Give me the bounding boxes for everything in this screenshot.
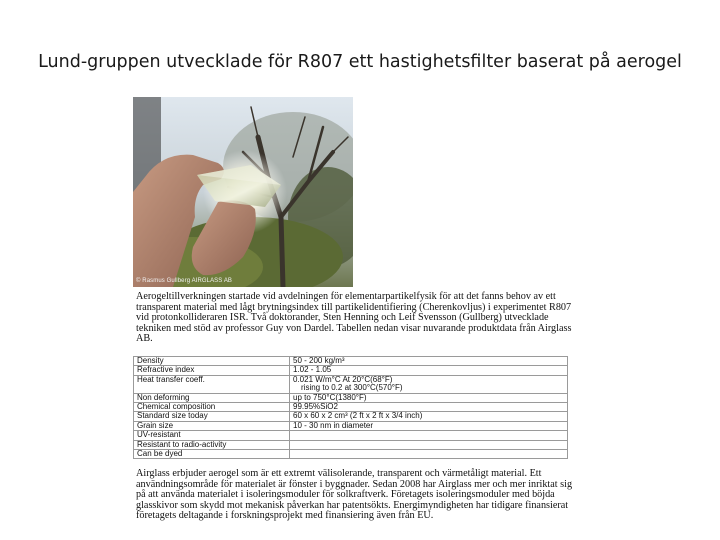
property-value: 50 - 200 kg/m³ [290,357,568,366]
property-name: Non deforming [134,393,290,402]
table-row [134,357,568,366]
property-name: Heat transfer coeff. [134,375,290,393]
aerogel-photo-illustration [133,97,353,287]
property-value-line: 0.021 W/m°C At 20°C(68°F) [293,374,393,384]
property-name: Can be dyed [134,450,290,459]
property-value [290,431,568,440]
aerogel-photo [133,97,353,287]
property-value-line: rising to 0.2 at 300°C(570°F) [301,383,403,393]
property-value: up to 750°C(1380°F) [290,393,568,402]
table-row [134,375,568,393]
property-value: 1.02 - 1.05 [290,366,568,375]
property-name: Resistant to radio-activity [134,440,290,449]
properties-table [133,356,568,459]
slide-title: Lund-gruppen utvecklade för R807 ett hastighetsfilter baserat på aerogel [38,52,682,72]
photo-credit: © Rasmus Gullberg AIRGLASS AB [136,278,233,284]
property-name: Grain size [134,421,290,430]
intro-paragraph: Aerogeltillverkningen startade vid avdelningen för elementarpartikelfysik för att det fanns behov av ett transparent material med lågt brytningsindex till partikelidentifiering (Cherenkovljus) i experimentet R807 vid protonkollideraren ISR. Två doktorander, Sten Henning och Leif Svensson (Gullberg) utvecklade tekniken med stöd av professor Guy von Dardel. Tabellen nedan visar nuvarande produktdata från Airglass AB. [136,291,572,345]
table-row [134,440,568,449]
property-value [290,440,568,449]
table-row [134,421,568,430]
property-name: Refractive index [134,366,290,375]
outro-paragraph: Airglass erbjuder aerogel som är ett extremt välisolerande, transparent och värmetåligt material. Ett användningsområde för materialet är fönster i byggnader. Sedan 2008 har Airglass mer och mer inriktat sig på att använda materialet i isoleringsmoduler för solkraftverk. Företagets isoleringsmoduler med böjda glasskivor som skydd mot mekanisk påverkan har patentsökts. Energimyndigheten har tidigare finansierat företagets deltagande i forskningsprojekt med finansiering även från EU. [136,468,573,522]
table-row [134,450,568,459]
property-name: Density [134,357,290,366]
property-value: 10 - 30 nm in diameter [290,421,568,430]
property-value [290,450,568,459]
table-row [134,366,568,375]
property-name: UV-resistant [134,431,290,440]
property-value [290,375,568,393]
property-value: 60 x 60 x 2 cm³ (2 ft x 2 ft x 3/4 inch) [290,412,568,421]
table-row [134,431,568,440]
property-name: Chemical composition [134,403,290,412]
property-name: Standard size today [134,412,290,421]
table-row [134,412,568,421]
property-value: 99.95%SiO2 [290,403,568,412]
